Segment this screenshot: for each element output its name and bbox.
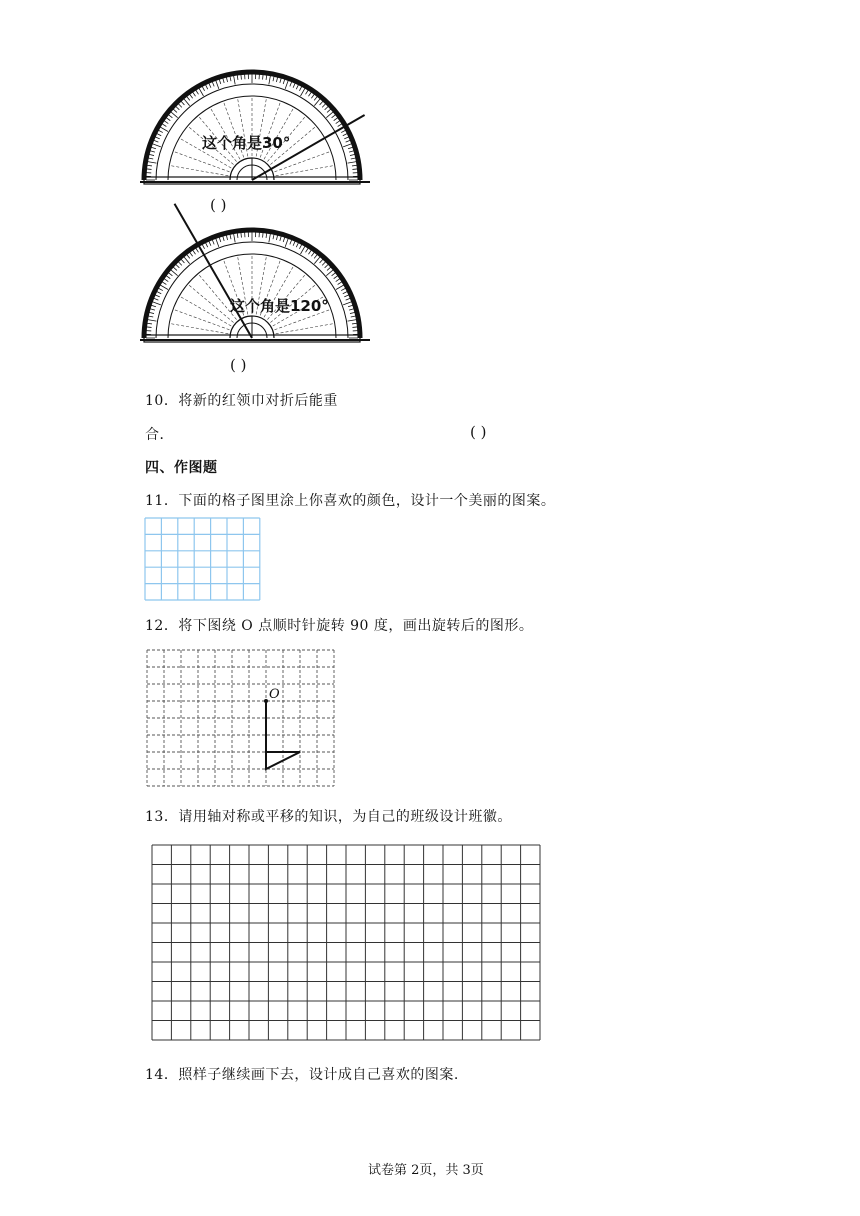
protractor-tick — [152, 302, 160, 305]
protractor-tick — [348, 162, 357, 164]
protractor-tick — [326, 112, 333, 118]
protractor-tick — [350, 154, 355, 155]
protractor-tick — [273, 76, 274, 81]
protractor-tick — [299, 244, 301, 248]
protractor-tick — [346, 298, 351, 300]
protractor-tick — [311, 94, 314, 98]
protractor-tick — [199, 88, 204, 96]
protractor-tick — [338, 124, 342, 127]
protractor-tick — [308, 250, 311, 254]
protractor-tick — [157, 134, 161, 136]
protractor-tick — [166, 276, 170, 279]
protractor-tick — [322, 104, 325, 108]
protractor-tick — [209, 83, 211, 88]
protractor-tick — [280, 236, 281, 241]
protractor-tick — [148, 162, 157, 164]
protractor-tick — [149, 154, 154, 155]
protractor-tick — [314, 96, 317, 100]
protractor-tick — [352, 165, 357, 166]
protractor-tick — [348, 305, 353, 307]
protractor-tick — [280, 78, 281, 83]
protractor-tick — [322, 262, 325, 266]
protractor-tick — [176, 106, 180, 109]
protractor-tick — [193, 92, 196, 96]
protractor-tick — [311, 252, 314, 256]
protractor-tick — [314, 257, 320, 264]
protractor-tick — [269, 76, 271, 85]
protractor-figure-2 — [140, 228, 380, 353]
protractor-tick — [184, 257, 190, 264]
protractor-tick — [241, 75, 242, 80]
protractor-radial — [276, 324, 333, 334]
protractor-tick — [173, 109, 177, 112]
protractor-tick — [171, 270, 178, 276]
protractor-1-answer[interactable]: ( ) — [210, 196, 227, 214]
protractor-tick — [343, 292, 347, 294]
protractor-tick — [147, 327, 152, 328]
protractor-tick — [155, 295, 160, 297]
protractor-tick — [149, 312, 154, 313]
protractor-tick — [168, 273, 172, 276]
protractor-tick — [336, 285, 344, 290]
q12-rotation-grid[interactable] — [147, 650, 337, 788]
protractor-tick — [325, 106, 329, 109]
protractor-tick — [344, 137, 349, 139]
protractor-tick — [209, 241, 211, 246]
protractor-tick — [327, 109, 331, 112]
protractor-tick — [164, 121, 168, 124]
protractor-tick — [168, 115, 172, 118]
protractor-tick — [190, 94, 193, 98]
protractor-tick — [171, 112, 178, 118]
q11-color-grid[interactable] — [145, 518, 261, 602]
protractor-tick — [326, 270, 333, 276]
protractor-tick — [176, 264, 180, 267]
section-heading: 四、作图题 — [145, 460, 218, 476]
protractor-tick — [341, 288, 345, 290]
protractor-tick — [296, 85, 298, 89]
protractor-tick — [351, 158, 356, 159]
protractor-radial — [276, 166, 333, 176]
protractor-tick — [338, 282, 342, 285]
protractor-tick — [184, 99, 190, 106]
protractor-tick — [320, 101, 323, 105]
protractor-tick — [223, 236, 224, 241]
protractor-tick — [212, 240, 214, 245]
protractor-radial — [175, 152, 230, 172]
protractor-tick — [147, 169, 152, 170]
protractor-tick — [341, 130, 345, 132]
protractor-tick — [237, 233, 238, 238]
protractor-tick — [293, 241, 295, 246]
protractor-tick — [266, 75, 267, 80]
protractor-tick — [230, 234, 231, 239]
protractor-tick — [344, 295, 349, 297]
protractor-tick — [263, 233, 264, 238]
protractor-tick — [216, 238, 219, 246]
protractor-tick — [158, 130, 162, 132]
protractor-tick — [346, 140, 351, 142]
protractor-tick — [234, 234, 236, 243]
protractor-radial — [171, 324, 228, 334]
protractor-tick — [196, 90, 199, 94]
protractor-tick — [285, 238, 288, 246]
protractor-tick — [351, 316, 356, 317]
protractor-tick — [299, 86, 301, 90]
protractor-radial — [181, 297, 231, 326]
protractor-tick — [293, 83, 295, 88]
protractor-tick — [190, 252, 193, 256]
protractor-angle-arm — [175, 204, 253, 338]
protractor-tick — [283, 237, 285, 242]
q14-text: 14．照样子继续画下去，设计成自己喜欢的图案. — [145, 1067, 459, 1083]
protractor-tick — [157, 292, 161, 294]
protractor-tick — [276, 77, 277, 82]
protractor-tick — [301, 88, 306, 96]
protractor-tick — [219, 79, 221, 84]
protractor-tick — [332, 115, 336, 118]
protractor-tick — [301, 246, 306, 254]
protractor-tick — [193, 250, 196, 254]
protractor-tick — [152, 144, 160, 147]
protractor-1-label: 这个角是30° — [202, 134, 291, 152]
protractor-tick — [263, 75, 264, 80]
protractor-tick — [352, 169, 357, 170]
protractor-tick — [332, 273, 336, 276]
protractor-tick — [343, 302, 351, 305]
q12-text: 12．将下图绕 O 点顺时针旋转 90 度，画出旋转后的图形。 — [145, 618, 534, 634]
protractor-tick — [314, 99, 320, 106]
protractor-tick — [226, 235, 227, 240]
q11-text: 11．下面的格子图里涂上你喜欢的颜色，设计一个美丽的图案。 — [145, 493, 556, 509]
protractor-tick — [269, 234, 271, 243]
protractor-tick — [162, 282, 166, 285]
protractor-radial — [175, 310, 230, 330]
protractor-tick — [350, 312, 355, 313]
protractor-tick — [283, 79, 285, 84]
protractor-tick — [325, 264, 329, 267]
protractor-tick — [147, 323, 152, 324]
protractor-tick — [266, 233, 267, 238]
protractor-tick — [212, 82, 214, 87]
protractor-tick — [349, 151, 354, 152]
protractor-tick — [234, 76, 236, 85]
protractor-tick — [166, 118, 170, 121]
protractor-tick — [151, 147, 156, 149]
protractor-tick — [148, 158, 153, 159]
protractor-radial — [189, 285, 233, 322]
protractor-tick — [349, 309, 354, 310]
protractor-tick — [160, 285, 168, 290]
protractor-tick — [314, 254, 317, 258]
protractor-tick — [237, 75, 238, 80]
protractor-tick — [206, 243, 208, 247]
protractor-tick — [150, 309, 155, 310]
protractor-tick — [164, 279, 168, 282]
protractor-tick — [181, 101, 184, 105]
protractor-tick — [181, 259, 184, 263]
protractor-tick — [196, 248, 199, 252]
protractor-tick — [154, 298, 159, 300]
protractor-tick — [223, 78, 224, 83]
protractor-2-label: 这个角是120° — [230, 297, 329, 315]
protractor-tick — [160, 127, 168, 132]
protractor-tick — [296, 243, 298, 247]
protractor-tick — [327, 267, 331, 270]
protractor-tick — [352, 323, 357, 324]
q13-text: 13．请用轴对称或平移的知识，为自己的班级设计班徽。 — [145, 809, 512, 825]
protractor-tick — [336, 279, 340, 282]
protractor-tick — [148, 320, 157, 322]
protractor-tick — [173, 267, 177, 270]
protractor-tick — [219, 237, 221, 242]
protractor-tick — [306, 90, 309, 94]
protractor-tick — [290, 240, 292, 245]
q10-line1: 10．将新的红领巾对折后能重 — [145, 393, 338, 409]
protractor-tick — [334, 118, 338, 121]
protractor-tick — [343, 134, 347, 136]
protractor-tick — [306, 248, 309, 252]
protractor-tick — [348, 320, 357, 322]
protractor-tick — [202, 244, 204, 248]
protractor-tick — [178, 262, 181, 266]
protractor-tick — [206, 85, 208, 89]
protractor-tick — [162, 124, 166, 127]
protractor-tick — [178, 104, 181, 108]
protractor-tick — [216, 80, 219, 88]
q10-answer[interactable]: ( ) — [470, 423, 487, 441]
protractor-tick — [308, 92, 311, 96]
protractor-tick — [273, 234, 274, 239]
protractor-tick — [187, 96, 190, 100]
protractor-tick — [241, 233, 242, 238]
point-o-label: O — [269, 687, 280, 702]
protractor-tick — [202, 86, 204, 90]
page-footer: 试卷第 2页，共 3页 — [368, 1163, 484, 1178]
protractor-tick — [343, 144, 351, 147]
protractor-tick — [320, 259, 323, 263]
q10-line2: 合． — [145, 427, 174, 443]
protractor-tick — [158, 288, 162, 290]
protractor-tick — [151, 305, 156, 307]
protractor-tick — [285, 80, 288, 88]
protractor-tick — [230, 76, 231, 81]
protractor-2-answer[interactable]: ( ) — [230, 356, 247, 374]
protractor-tick — [276, 235, 277, 240]
protractor-radial — [171, 166, 228, 176]
protractor-tick — [290, 82, 292, 87]
protractor-tick — [352, 327, 357, 328]
protractor-tick — [150, 151, 155, 152]
protractor-figure-1 — [140, 70, 380, 195]
q13-badge-grid[interactable] — [152, 845, 542, 1041]
protractor-tick — [147, 165, 152, 166]
protractor-tick — [226, 77, 227, 82]
protractor-tick — [154, 140, 159, 142]
protractor-tick — [334, 276, 338, 279]
protractor-tick — [148, 316, 153, 317]
protractor-tick — [155, 137, 160, 139]
protractor-tick — [348, 147, 353, 149]
protractor-tick — [336, 121, 340, 124]
protractor-tick — [187, 254, 190, 258]
